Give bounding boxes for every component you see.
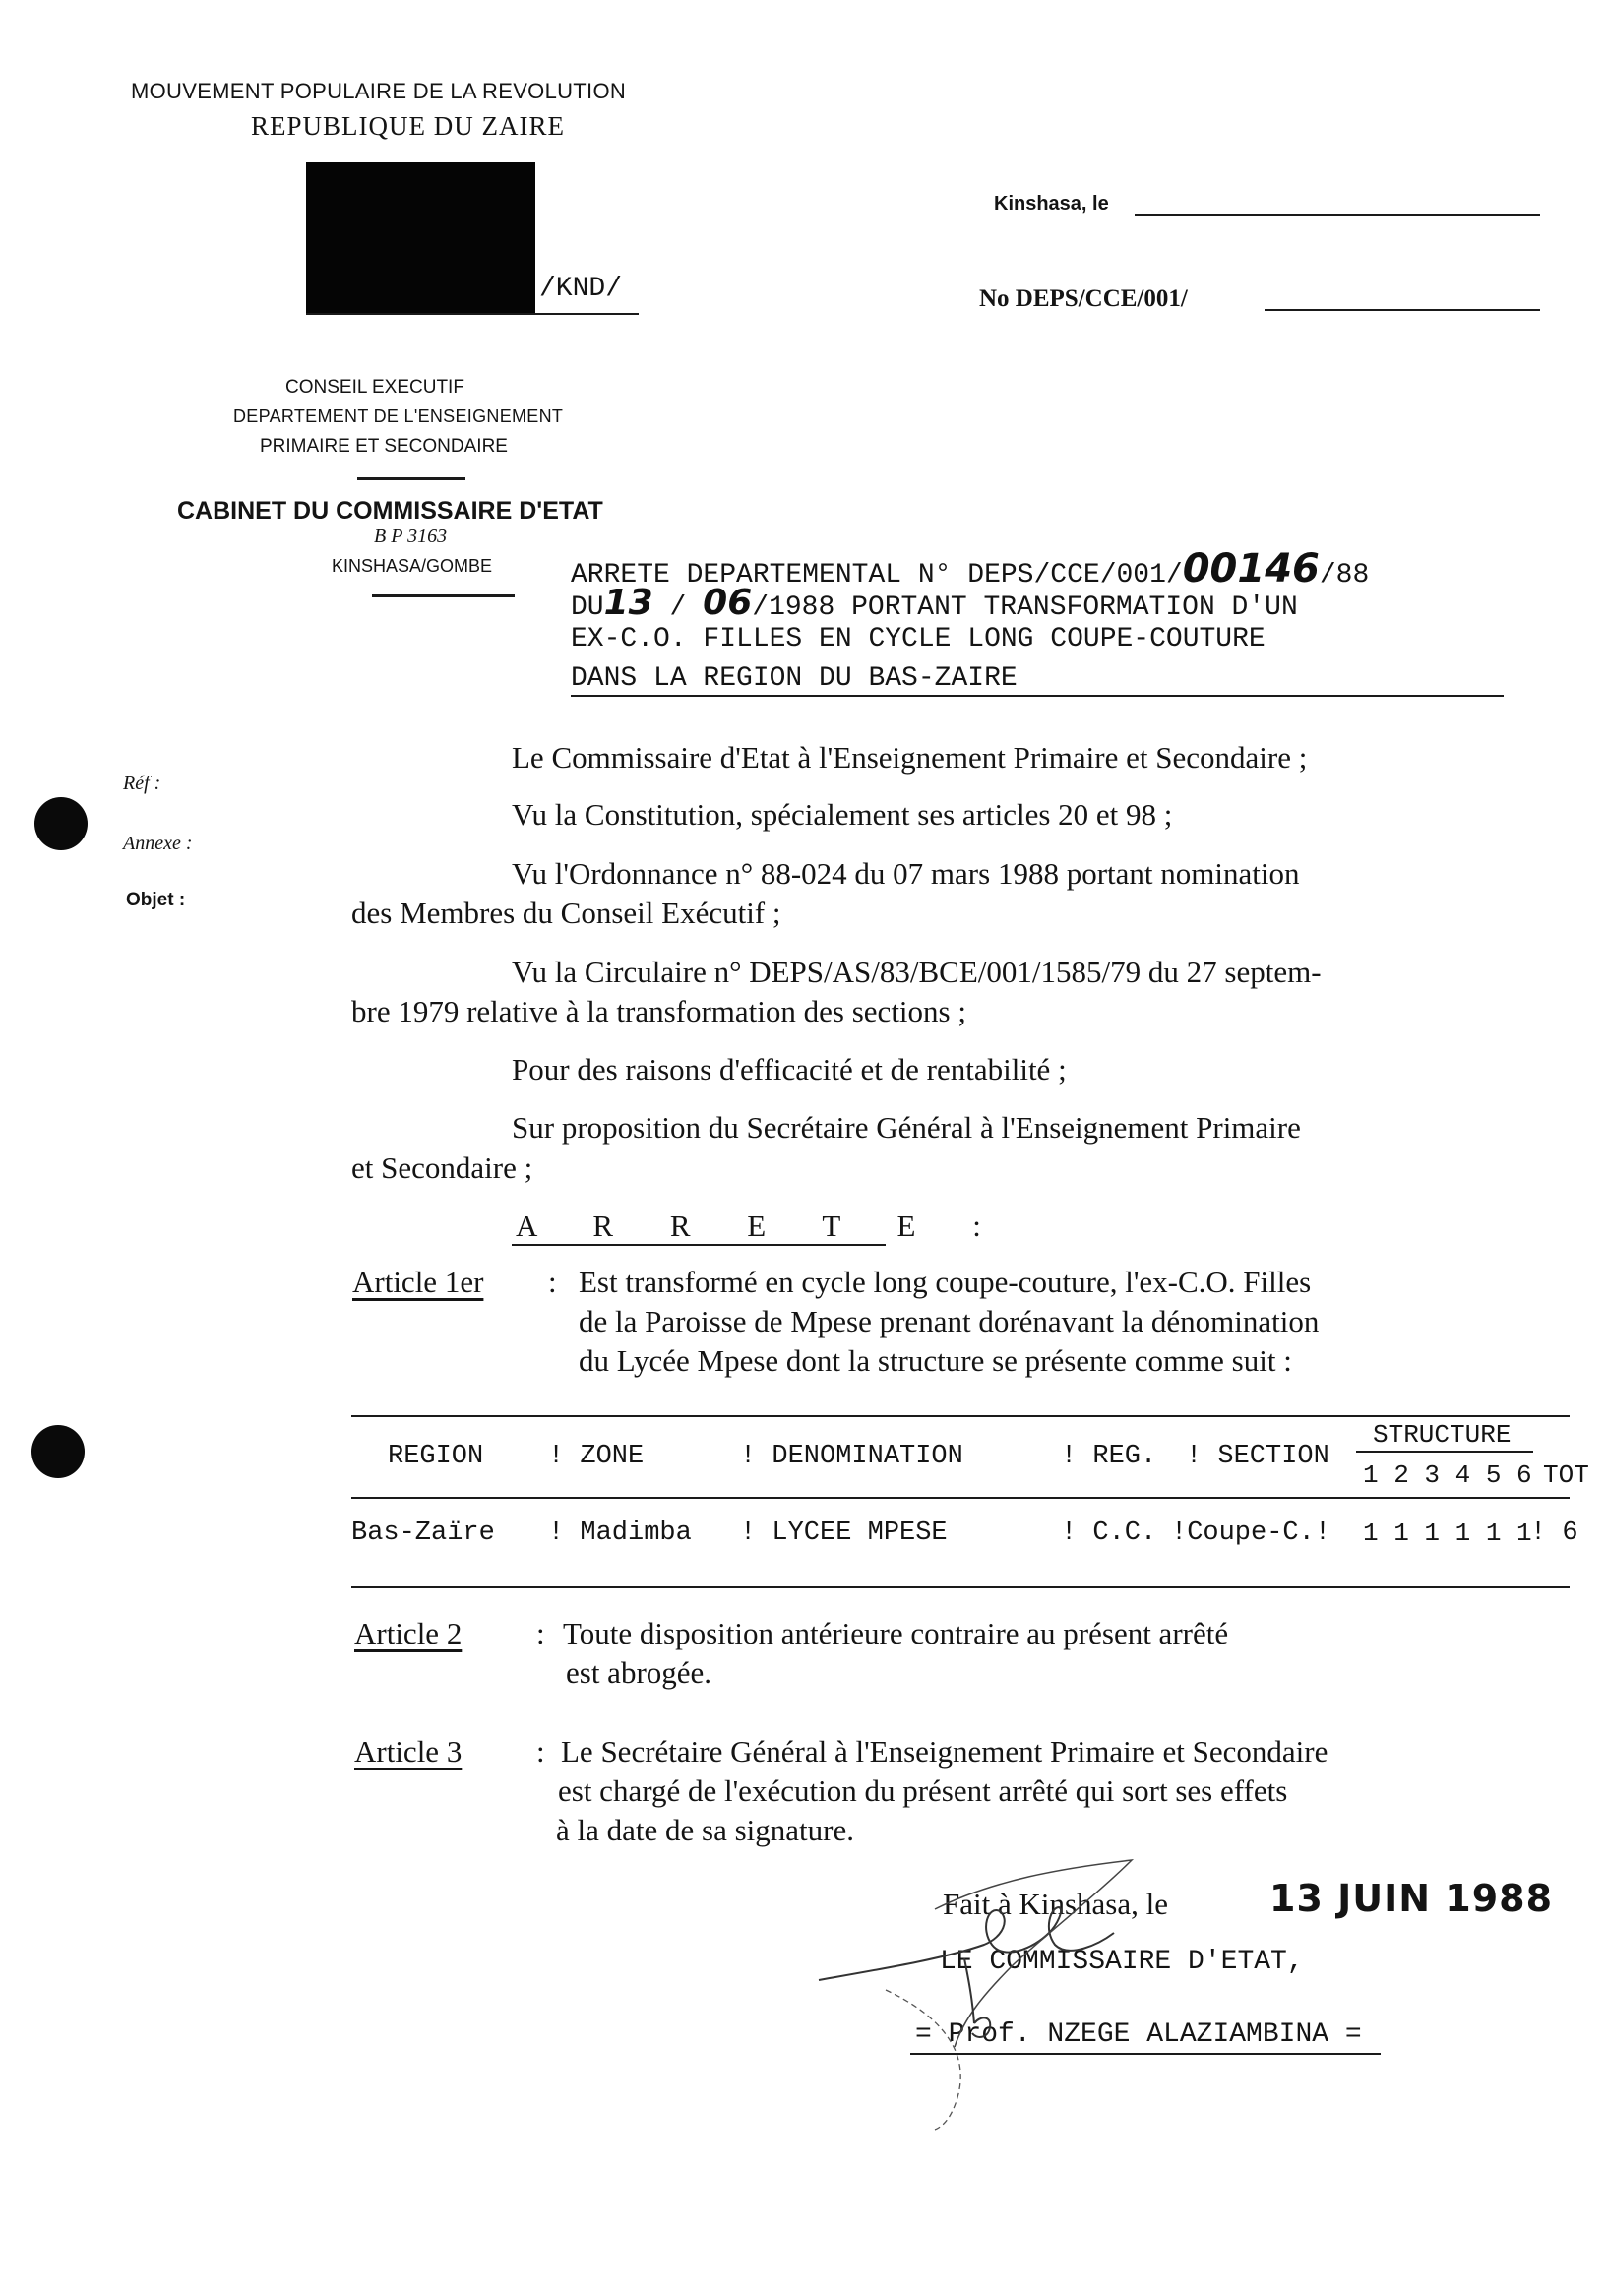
punch-hole-bottom xyxy=(31,1425,85,1478)
table-cell-tot: ! 6 xyxy=(1530,1519,1578,1548)
punch-hole-top xyxy=(34,797,88,850)
council-name: CONSEIL EXECUTIF xyxy=(285,377,464,398)
table-header-section: ! SECTION xyxy=(1186,1442,1329,1471)
ref-suffix: /KND/ xyxy=(539,274,623,304)
title-date-sep: / xyxy=(669,592,687,623)
article3-line1: Le Secrétaire Général à l'Enseignement Primaire et Secondaire xyxy=(561,1734,1328,1769)
signature-place: Fait à Kinshasa, le xyxy=(943,1887,1169,1921)
number-line xyxy=(1265,309,1540,311)
signature-stroke-flourish xyxy=(935,1860,1132,2047)
signature-stroke-tail xyxy=(886,1990,960,2130)
handwritten-signature xyxy=(807,1850,1240,2136)
date-stamp: 13 JUIN 1988 xyxy=(1269,1877,1554,1920)
preamble-commissioner: Le Commissaire d'Etat à l'Enseignement Primaire et Secondaire ; xyxy=(512,740,1308,775)
preamble-proposal-2: et Secondaire ; xyxy=(351,1150,533,1185)
article2-line2: est abrogée. xyxy=(566,1655,712,1690)
article1-label: Article 1er xyxy=(352,1265,484,1299)
table-header-reg: ! REG. xyxy=(1061,1442,1157,1471)
date-line xyxy=(1135,214,1540,216)
article1-line3: du Lycée Mpese dont la structure se présente comme suit : xyxy=(579,1343,1292,1378)
preamble-circular-2: bre 1979 relative à la transformation des sections ; xyxy=(351,994,966,1028)
signatory-title: LE COMMISSAIRE D'ETAT, xyxy=(940,1947,1304,1977)
table-header-zone: ! ZONE xyxy=(548,1442,645,1471)
title-line3: EX-C.O. FILLES EN CYCLE LONG COUPE-COUTURE xyxy=(571,624,1266,654)
objet-label: Objet : xyxy=(126,890,186,910)
signature-stroke-p xyxy=(964,1958,990,2037)
ref-label: Réf : xyxy=(123,773,161,794)
annexe-label: Annexe : xyxy=(123,833,193,854)
redaction-block xyxy=(306,162,535,315)
table-header-years: 1 2 3 4 5 6 xyxy=(1363,1460,1532,1490)
article2-label: Article 2 xyxy=(354,1616,463,1650)
title-line1-suffix: /88 xyxy=(1319,560,1370,590)
ref-underline xyxy=(306,313,639,315)
article1-line2: de la Paroisse de Mpese prenant dorénavant la dénomination xyxy=(579,1304,1320,1338)
handwritten-day: 13 xyxy=(603,583,653,623)
article3-line2: est chargé de l'exécution du présent arrêté qui sort ses effets xyxy=(558,1773,1288,1808)
cabinet-location: KINSHASA/GOMBE xyxy=(332,556,493,576)
table-cell-region: Bas-Zaïre xyxy=(351,1519,495,1548)
department-divider xyxy=(357,477,465,480)
structure-bracket-line xyxy=(1356,1451,1533,1453)
article1-line1: Est transformé en cycle long coupe-couture, l'ex-C.O. Filles xyxy=(579,1265,1312,1299)
table-header-tot: TOT xyxy=(1543,1460,1589,1490)
number-label: No DEPS/CCE/001/ xyxy=(979,285,1188,312)
handwritten-number: 00146 xyxy=(1182,546,1320,591)
handwritten-month: 06 xyxy=(703,583,753,623)
preamble-circular-1: Vu la Circulaire n° DEPS/AS/83/BCE/001/1585/79 du 27 septem- xyxy=(512,955,1322,989)
preamble-proposal-1: Sur proposition du Secrétaire Général à l'Enseignement Primaire xyxy=(512,1110,1301,1145)
article1-colon: : xyxy=(548,1265,557,1299)
table-header-region: REGION xyxy=(388,1442,484,1471)
preamble-reasons: Pour des raisons d'efficacité et de rentabilité ; xyxy=(512,1052,1067,1086)
title-line2 xyxy=(571,583,1298,623)
article3-line3: à la date de sa signature. xyxy=(556,1813,854,1847)
table-cell-zone: ! Madimba xyxy=(548,1519,692,1548)
article3-label: Article 3 xyxy=(354,1734,463,1769)
department-line1: DEPARTEMENT DE L'ENSEIGNEMENT xyxy=(233,406,564,426)
party-name: MOUVEMENT POPULAIRE DE LA REVOLUTION xyxy=(131,79,627,103)
article2-line1: Toute disposition antérieure contraire au présent arrêté xyxy=(563,1616,1229,1650)
table-cell-reg: ! C.C. xyxy=(1061,1519,1157,1548)
table-header-rule xyxy=(351,1497,1570,1499)
country-name: REPUBLIQUE DU ZAIRE xyxy=(251,111,565,141)
title-line1-prefix: ARRETE DEPARTEMENTAL N° DEPS/CCE/001/ xyxy=(571,560,1183,590)
preamble-ordinance-1: Vu l'Ordonnance n° 88-024 du 07 mars 1988 portant nomination xyxy=(512,856,1300,891)
decree-underline xyxy=(512,1244,886,1246)
cabinet-name: CABINET DU COMMISSAIRE D'ETAT xyxy=(177,497,603,525)
table-header-structure: STRUCTURE xyxy=(1373,1420,1512,1450)
title-line2-prefix: DU xyxy=(571,592,604,623)
signatory-name: = Prof. NZEGE ALAZIAMBINA = xyxy=(915,2019,1362,2050)
table-header-denomination: ! DENOMINATION xyxy=(740,1442,963,1471)
title-line4: DANS LA REGION DU BAS-ZAIRE xyxy=(571,663,1018,694)
cabinet-divider xyxy=(372,594,515,597)
decree-heading: A R R E T E : xyxy=(516,1209,1006,1243)
table-cell-section: !Coupe-C.! xyxy=(1171,1519,1331,1548)
table-bottom-rule xyxy=(351,1586,1570,1588)
table-top-rule xyxy=(351,1415,1570,1417)
place-label: Kinshasa, le xyxy=(994,193,1109,215)
title-line2-suffix: /1988 PORTANT TRANSFORMATION D'UN xyxy=(752,592,1298,623)
article2-colon: : xyxy=(536,1616,545,1650)
title-underline xyxy=(571,695,1504,697)
table-cell-denomination: ! LYCEE MPESE xyxy=(740,1519,948,1548)
article3-colon: : xyxy=(536,1734,545,1769)
table-cell-years: 1 1 1 1 1 1 xyxy=(1363,1519,1532,1548)
preamble-ordinance-2: des Membres du Conseil Exécutif ; xyxy=(351,896,781,930)
preamble-constitution: Vu la Constitution, spécialement ses articles 20 et 98 ; xyxy=(512,797,1173,832)
bp-number: B P 3163 xyxy=(374,526,448,547)
department-line2: PRIMAIRE ET SECONDAIRE xyxy=(260,436,508,457)
